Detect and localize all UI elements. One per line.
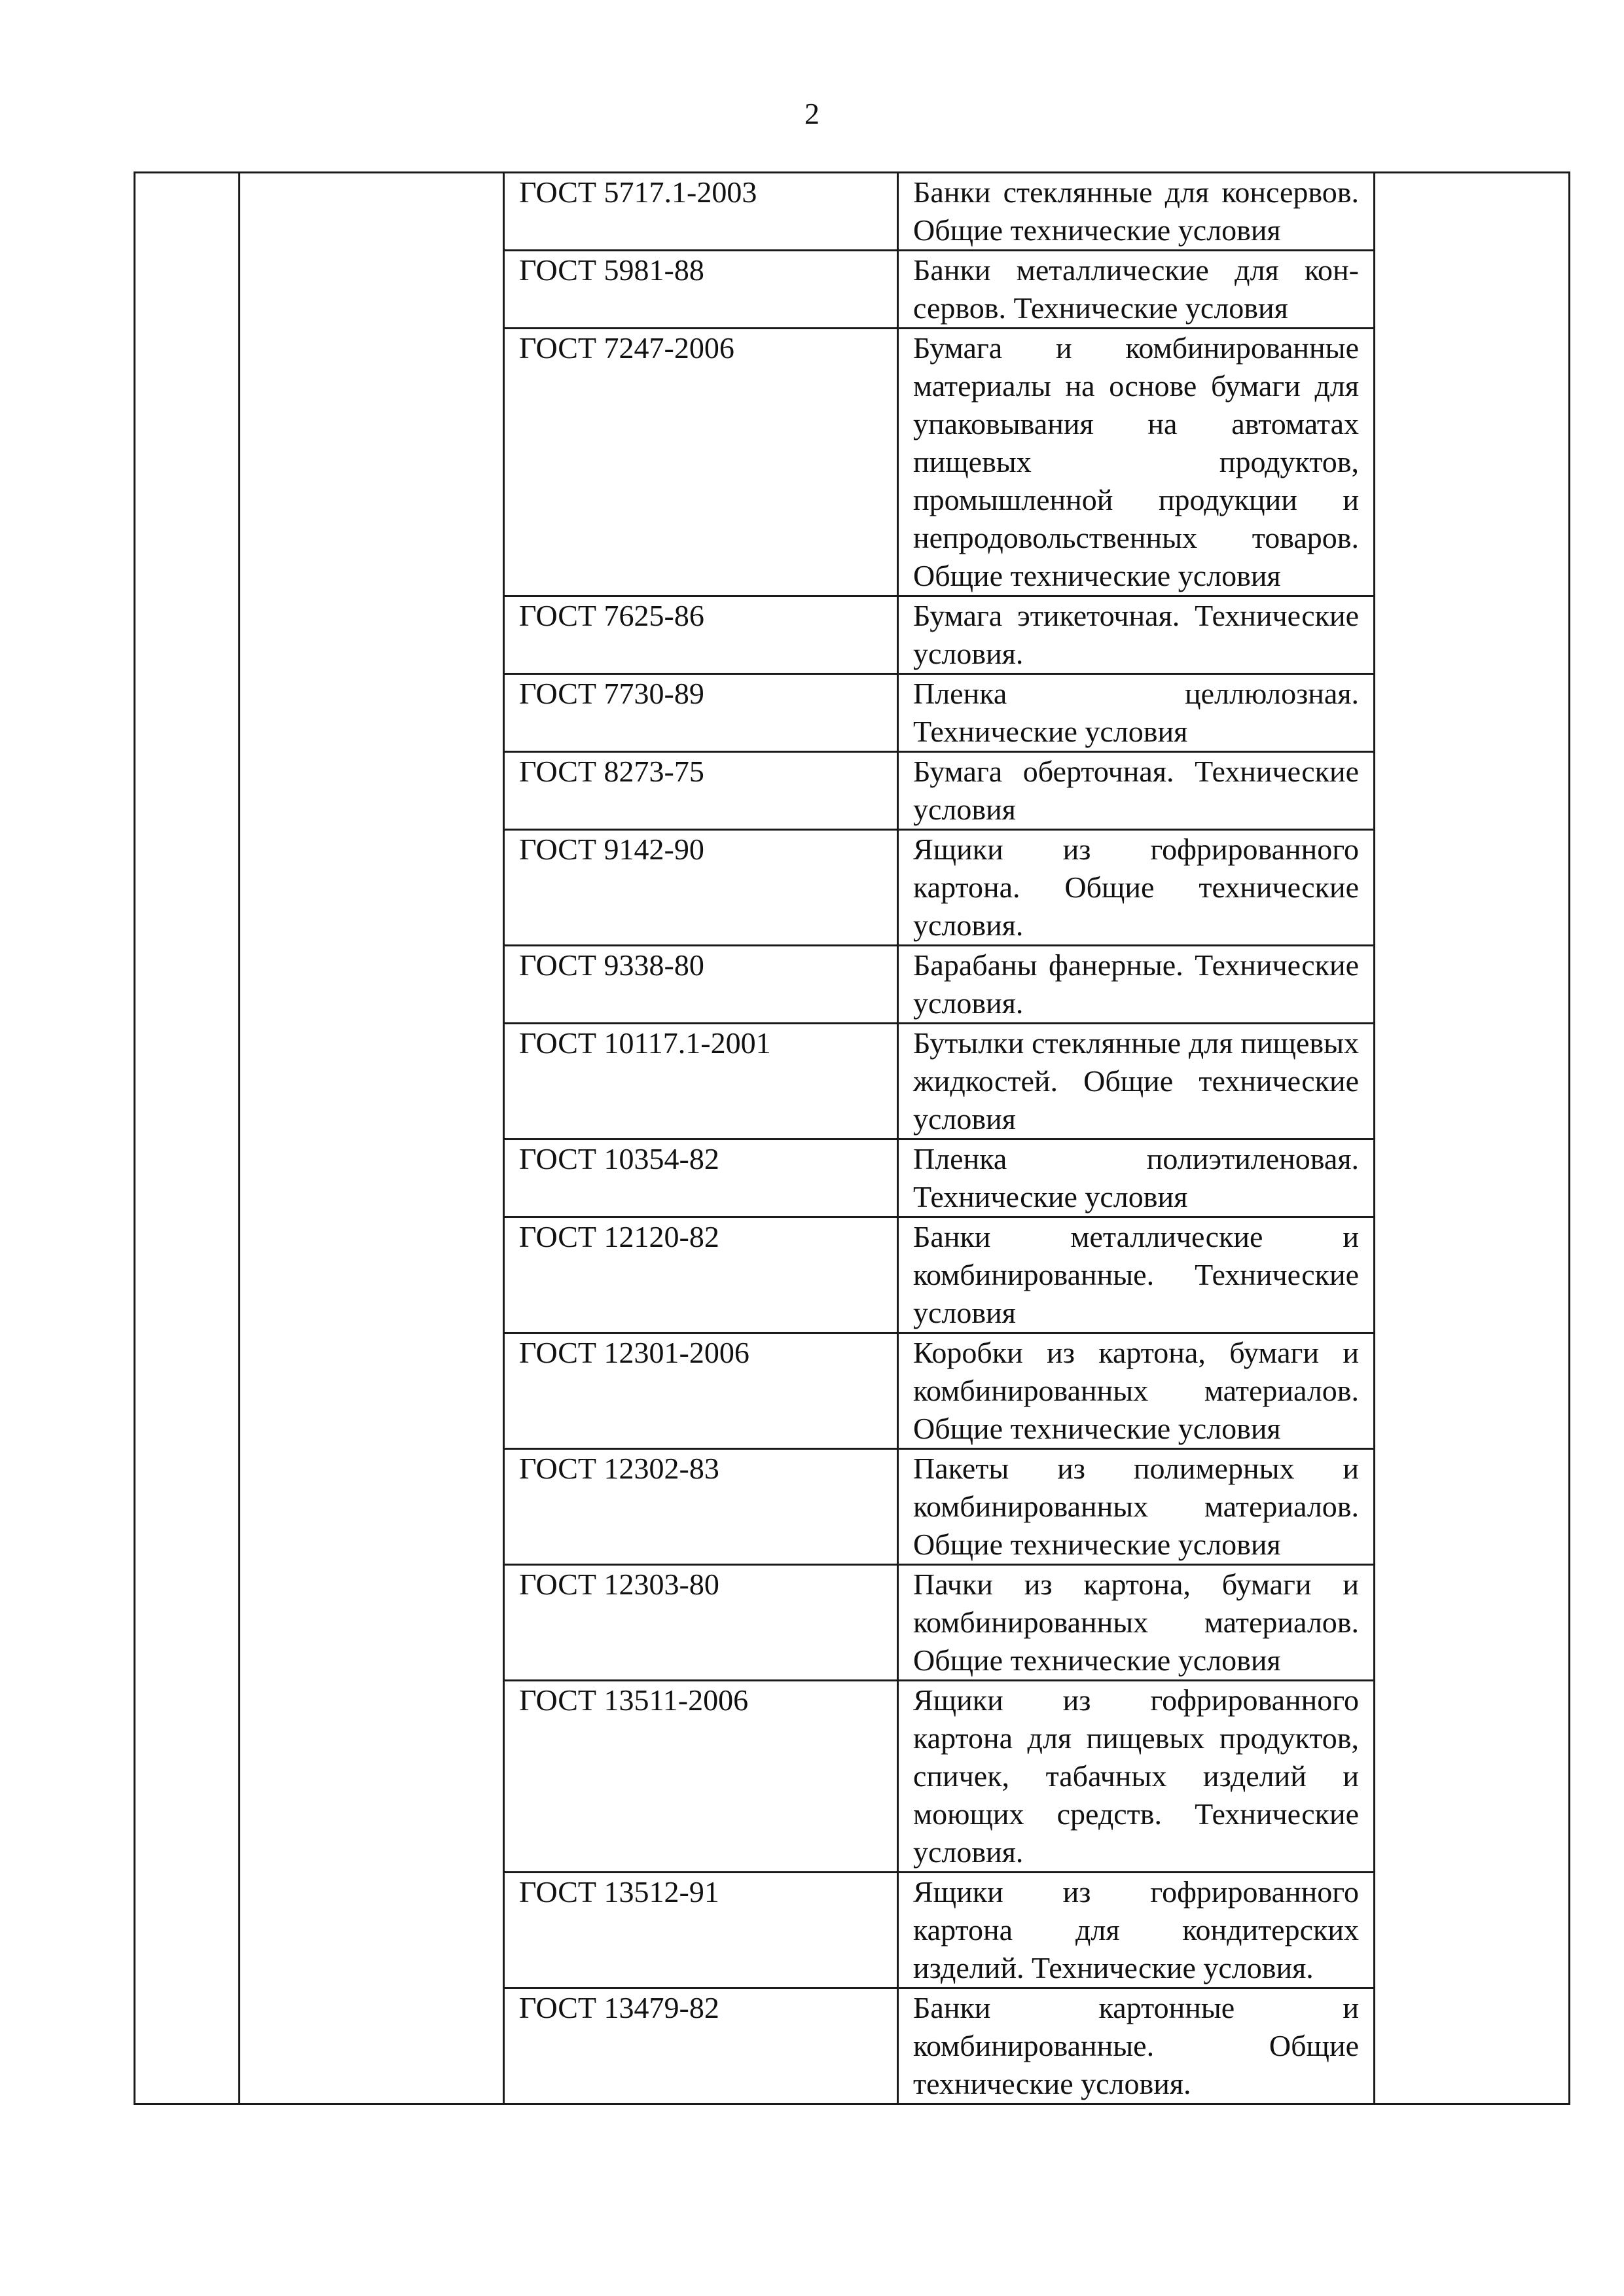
standards-table-body — [135, 173, 1570, 2104]
number-column-cell — [135, 173, 240, 2104]
standard-title: Бумага и комбинированные материалы на основе бумаги для упаковывания на автоматах пищевых продуктов, промышленной продукции и непродовольственных товаров. Общие технические условия — [898, 329, 1375, 596]
standard-title: Пленка целлюлозная. Технические условия — [898, 674, 1375, 752]
standard-title: Банки стеклянные для консервов. Общие технические условия — [898, 173, 1375, 251]
standard-code: ГОСТ 5981-88 — [504, 251, 898, 329]
standard-title: Ящики из гофрированного картона для пищевых продуктов, спичек, табачных изделий и моющих средств. Технические условия. — [898, 1681, 1375, 1873]
standard-title: Бумага этикеточная. Технические условия. — [898, 596, 1375, 674]
standard-title: Коробки из картона, бумаги и комбинированных материалов. Общие технические условия — [898, 1333, 1375, 1449]
table-row — [135, 173, 1570, 251]
standard-title: Банки металлические для кон-сервов. Технические условия — [898, 251, 1375, 329]
standard-code: ГОСТ 10354-82 — [504, 1139, 898, 1217]
standard-code: ГОСТ 12301-2006 — [504, 1333, 898, 1449]
standard-code: ГОСТ 10117.1-2001 — [504, 1024, 898, 1139]
standard-title: Пленка полиэтиленовая. Технические условия — [898, 1139, 1375, 1217]
standard-code: ГОСТ 8273-75 — [504, 752, 898, 830]
standard-code: ГОСТ 12302-83 — [504, 1449, 898, 1565]
standard-code: ГОСТ 9338-80 — [504, 946, 898, 1024]
standard-code: ГОСТ 9142-90 — [504, 830, 898, 946]
standard-code: ГОСТ 12120-82 — [504, 1217, 898, 1333]
standard-title: Пакеты из полимерных и комбинированных материалов. Общие технические условия — [898, 1449, 1375, 1565]
notes-column-cell — [1375, 173, 1570, 2104]
standard-code: ГОСТ 7247-2006 — [504, 329, 898, 596]
standard-title: Бутылки стеклянные для пищевых жидкостей. Общие технические условия — [898, 1024, 1375, 1139]
standard-title: Ящики из гофрированного картона для кондитерских изделий. Технические условия. — [898, 1873, 1375, 1988]
standard-code: ГОСТ 7730-89 — [504, 674, 898, 752]
standards-table — [134, 171, 1570, 2105]
standard-title: Банки металлические и комбинированные. Технические условия — [898, 1217, 1375, 1333]
standard-code: ГОСТ 5717.1-2003 — [504, 173, 898, 251]
group-column-cell — [240, 173, 504, 2104]
standard-title: Барабаны фанерные. Технические условия. — [898, 946, 1375, 1024]
standard-title: Бумага оберточная. Технические условия — [898, 752, 1375, 830]
standard-code: ГОСТ 13511-2006 — [504, 1681, 898, 1873]
standard-code: ГОСТ 7625-86 — [504, 596, 898, 674]
standard-title: Пачки из картона, бумаги и комбинированных материалов. Общие технические условия — [898, 1565, 1375, 1681]
standard-code: ГОСТ 12303-80 — [504, 1565, 898, 1681]
standard-title: Банки картонные и комбинированные. Общие технические условия. — [898, 1988, 1375, 2104]
standard-code: ГОСТ 13512-91 — [504, 1873, 898, 1988]
standard-title: Ящики из гофрированного картона. Общие технические условия. — [898, 830, 1375, 946]
page-number: 2 — [804, 97, 820, 130]
standard-code: ГОСТ 13479-82 — [504, 1988, 898, 2104]
